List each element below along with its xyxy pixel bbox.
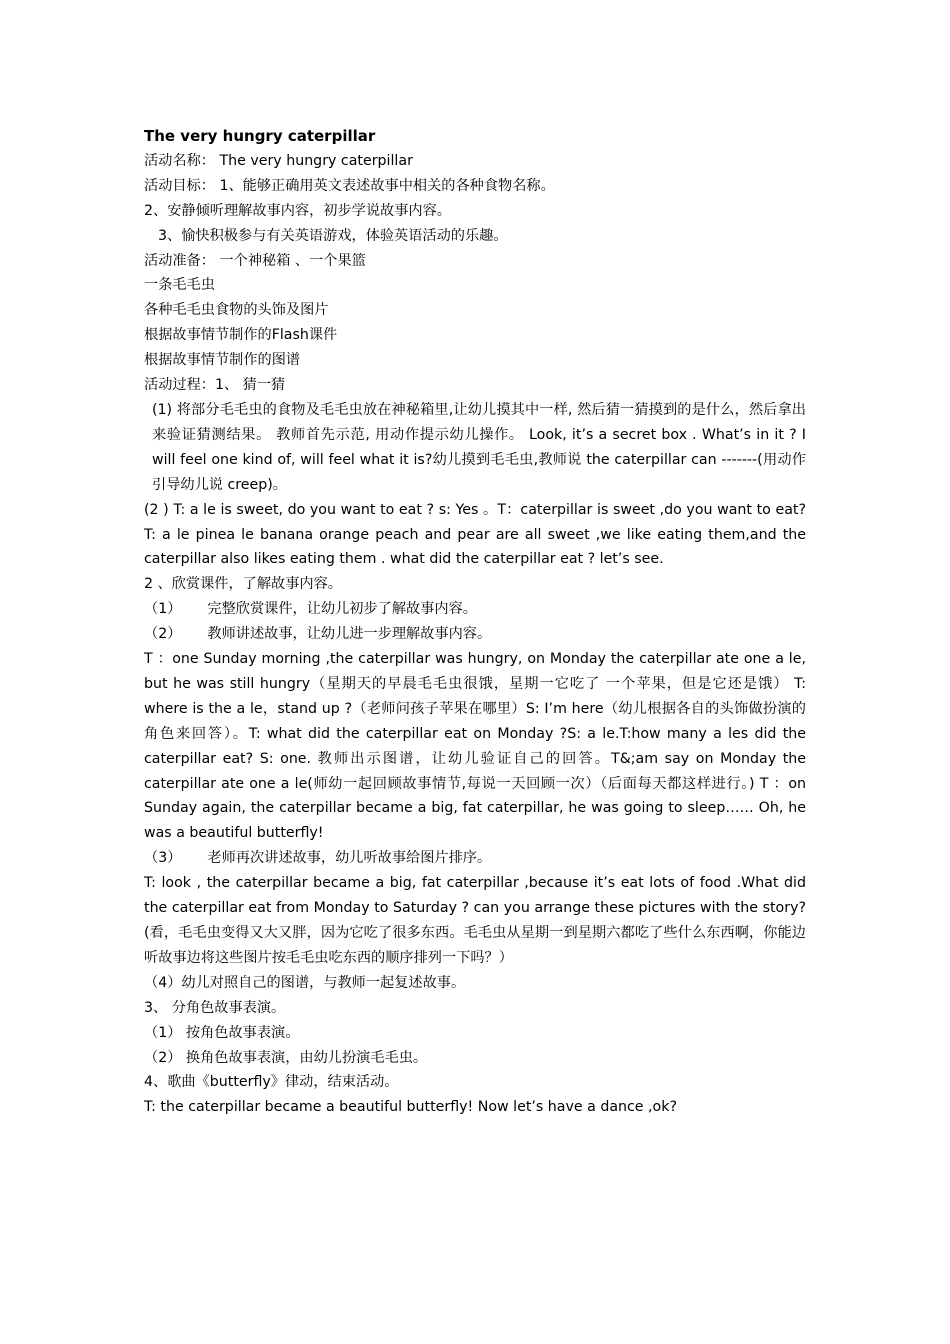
step-2-1-number: （1） [144, 601, 182, 618]
paragraph-arrange: T: look , the caterpillar became a big, fat caterpillar ,because it’s eat lots of food .What did the caterpillar eat from Monday to Saturday ? can you arrange these pictures with the story?(看，毛毛虫变得又大又胖，因为它吃了很多东西。毛毛虫从星期一到星期六都吃了些什么东西啊，你能边听故事边将这些图片按毛毛虫吃东西的顺序排列一下吗？） [144, 875, 806, 966]
step-3-heading: 3、 分角色故事表演。 [144, 999, 286, 1016]
step-2-3 [144, 846, 806, 871]
step-4-heading: 4、歌曲《butterfly》律动，结束活动。 [144, 1074, 399, 1091]
step-3-1: （1） 按角色故事表演。 [144, 1024, 300, 1041]
document-title: The very hungry caterpillar [144, 127, 376, 145]
activity-goal-2: 2、安静倾听理解故事内容，初步学说故事内容。 [144, 202, 451, 219]
step-2-3-number: （3） [144, 850, 182, 867]
activity-goal-1: 活动目标： 1、能够正确用英文表述故事中相关的各种食物名称。 [144, 177, 555, 194]
paragraph-sweet: (2 ) T: a le is sweet, do you want to eat ? s: Yes 。T：caterpillar is sweet ,do you want to eat? T: a le pinea le banana orange peach and pear are all sweet ,we like eating them,and the caterpillar also likes eating them . what did the caterpillar eat ? let’s see. [144, 501, 806, 568]
step-2-4: （4）幼儿对照自己的图谱，与教师一起复述故事。 [144, 974, 466, 991]
activity-name: 活动名称： The very hungry caterpillar [144, 152, 413, 169]
step-2-heading: 2 、欣赏课件，了解故事内容。 [144, 576, 342, 593]
activity-goal-3: 3、愉快积极参与有关英语游戏，体验英语活动的乐趣。 [158, 227, 508, 244]
activity-process: 活动过程：1、 猜一猜 [144, 377, 286, 394]
paragraph-story: T ：one Sunday morning ,the caterpillar was hungry, on Monday the caterpillar ate one a le, but he was still hungry（星期天的早晨毛毛虫很饿，星期一它吃了 一个苹果，但是它还是饿） T: where is the a le，stand up ?（老师问孩子苹果在哪里）S: I’m here（幼儿根据各自的头饰做扮演的角色来回答）。T: what did the caterpillar eat on Monday ?S: a le.T:how many a les did the caterpillar eat? S: one. 教师出示图谱，让幼儿验证自己的回答。T&;am say on Monday the caterpillar ate one a le(师幼一起回顾故事情节,每说一天回顾一次）（后面每天都这样进行。) T ：on Sunday again, the caterpillar became a big, fat caterpillar, he was going to sleep…… Oh, he was a beautiful butterfly! [144, 651, 806, 842]
step-3-2: （2） 换角色故事表演，由幼儿扮演毛毛虫。 [144, 1049, 428, 1066]
prep-item-flash: 根据故事情节制作的Flash课件 [144, 327, 338, 344]
activity-prep: 活动准备： 一个神秘箱 、一个果篮 [144, 252, 366, 269]
prep-item-chart: 根据故事情节制作的图谱 [144, 352, 301, 369]
step-2-3-text: 老师再次讲述故事，幼儿听故事给图片排序。 [207, 850, 492, 867]
step-2-1 [144, 597, 806, 622]
paragraph-guess: (1) 将部分毛毛虫的食物及毛毛虫放在神秘箱里,让幼儿摸其中一样, 然后猜一猜摸到的是什么，然后拿出来验证猜测结果。 教师首先示范, 用动作提示幼儿操作。 Look, it’s a secret box . What’s in it ? I will feel one kind of, will feel what it is?幼儿摸到毛毛虫,教师说 the caterpillar can -------(用动作引导幼儿说 creep)。 [152, 401, 806, 493]
prep-item-headwear: 各种毛毛虫食物的头饰及图片 [144, 302, 329, 319]
step-2-2-number: （2） [144, 626, 182, 643]
document-page [144, 124, 806, 1120]
closing-line: T: the caterpillar became a beautiful butterfly! Now let’s have a dance ,ok? [144, 1099, 677, 1116]
step-2-2-text: 教师讲述故事，让幼儿进一步理解故事内容。 [207, 626, 492, 643]
step-2-2 [144, 622, 806, 647]
prep-item-caterpillar: 一条毛毛虫 [144, 277, 215, 294]
step-2-1-text: 完整欣赏课件，让幼儿初步了解故事内容。 [207, 601, 477, 618]
